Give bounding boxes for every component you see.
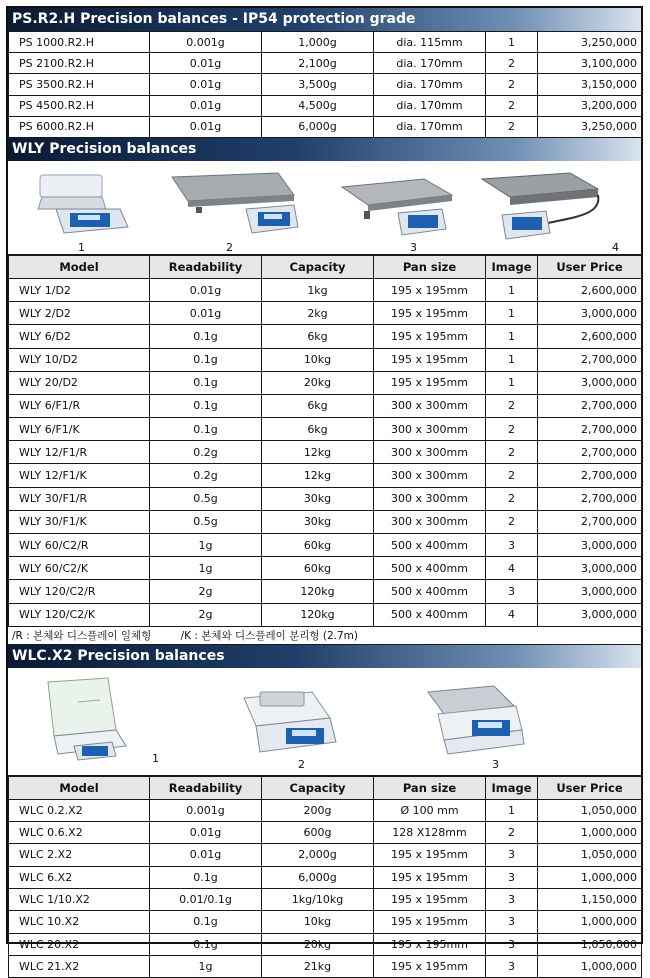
wly-cell-image: 2 [486,510,538,533]
wly-cell-pan-size: 300 x 300mm [374,464,486,487]
wly-cell-model: WLY 12/F1/K [9,464,150,487]
wlc-cell-user-price: 1,050,000 [538,844,642,866]
wlc-cell-image: 3 [486,866,538,888]
wly-cell-image: 4 [486,557,538,580]
ps-cell-pan-size: dia. 170mm [374,116,486,137]
wly-cell-capacity: 30kg [262,487,374,510]
wly-header-user-price: User Price [538,255,642,278]
wly-cell-readability: 0.1g [150,325,262,348]
wly-cell-readability: 0.5g [150,487,262,510]
wly-cell-readability: 0.1g [150,418,262,441]
ps-cell-capacity: 3,500g [262,74,374,95]
wlc-cell-user-price: 1,000,000 [538,955,642,977]
ps-cell-model: PS 3500.R2.H [9,74,150,95]
ps-cell-capacity: 6,000g [262,116,374,137]
wly-image-label-2: 2 [226,240,233,254]
wly-cell-user-price: 2,600,000 [538,325,642,348]
wly-cell-readability: 2g [150,580,262,603]
wly-cell-user-price: 3,000,000 [538,603,642,626]
ps-cell-image: 2 [486,116,538,137]
wly-cell-pan-size: 195 x 195mm [374,325,486,348]
table-row [9,911,642,933]
wly-cell-model: WLY 1/D2 [9,278,150,301]
wlc-section-title: WLC.X2 Precision balances [8,645,641,668]
wlc-balance-draft-shield-image [34,672,134,768]
wly-cell-capacity: 6kg [262,418,374,441]
wly-cell-pan-size: 500 x 400mm [374,580,486,603]
wlc-cell-model: WLC 21.X2 [9,955,150,977]
wly-image-strip [8,161,641,255]
wly-cell-readability: 0.2g [150,441,262,464]
wly-cell-user-price: 2,700,000 [538,441,642,464]
wly-balance-platform-image [166,165,306,245]
wlc-cell-image: 3 [486,955,538,977]
table-row [9,302,642,325]
wlc-cell-readability: 0.01g [150,844,262,866]
wly-cell-capacity: 10kg [262,348,374,371]
table-row [9,888,642,910]
wly-cell-image: 2 [486,464,538,487]
wly-cell-image: 4 [486,603,538,626]
table-row [9,603,642,626]
wly-cell-user-price: 3,000,000 [538,580,642,603]
wly-cell-user-price: 3,000,000 [538,534,642,557]
ps-cell-image: 2 [486,53,538,74]
ps-cell-readability: 0.01g [150,74,262,95]
ps-cell-readability: 0.01g [150,116,262,137]
wly-cell-model: WLY 10/D2 [9,348,150,371]
wlc-cell-capacity: 200g [262,799,374,821]
ps-cell-image: 2 [486,74,538,95]
wly-cell-capacity: 1kg [262,278,374,301]
wly-cell-pan-size: 195 x 195mm [374,278,486,301]
wly-cell-readability: 0.1g [150,371,262,394]
wly-cell-user-price: 3,000,000 [538,371,642,394]
wly-cell-readability: 0.2g [150,464,262,487]
wly-cell-user-price: 3,000,000 [538,557,642,580]
table-row [9,866,642,888]
wlc-cell-pan-size: Ø 100 mm [374,799,486,821]
wly-cell-model: WLY 30/F1/R [9,487,150,510]
table-row [9,394,642,417]
wly-note-k: /K : 본체와 디스플레이 분리형 (2.7m) [180,629,358,642]
ps-cell-image: 2 [486,95,538,116]
wly-header-pan-size: Pan size [374,255,486,278]
wlc-cell-model: WLC 0.6.X2 [9,822,150,844]
wlc-cell-user-price: 1,000,000 [538,822,642,844]
wly-cell-capacity: 2kg [262,302,374,325]
table-row [9,799,642,821]
wly-cell-user-price: 3,000,000 [538,302,642,325]
wly-cell-pan-size: 300 x 300mm [374,510,486,533]
wly-cell-capacity: 20kg [262,371,374,394]
wly-cell-model: WLY 120/C2/R [9,580,150,603]
wly-cell-user-price: 2,600,000 [538,278,642,301]
wly-cell-model: WLY 6/F1/R [9,394,150,417]
ps-cell-pan-size: dia. 170mm [374,53,486,74]
wly-header-image: Image [486,255,538,278]
table-row [9,933,642,955]
wly-cell-user-price: 2,700,000 [538,348,642,371]
wlc-cell-capacity: 2,000g [262,844,374,866]
wly-balance-compact-image [22,167,132,237]
wly-image-label-4: 4 [612,240,619,254]
wly-cell-pan-size: 500 x 400mm [374,534,486,557]
wlc-cell-image: 1 [486,799,538,821]
wlc-cell-image: 3 [486,888,538,910]
wlc-header-image: Image [486,776,538,799]
ps-cell-pan-size: dia. 170mm [374,95,486,116]
wlc-cell-user-price: 1,000,000 [538,866,642,888]
wlc-cell-capacity: 1kg/10kg [262,888,374,910]
wlc-cell-readability: 0.1g [150,933,262,955]
wlc-cell-model: WLC 6.X2 [9,866,150,888]
wlc-cell-readability: 0.1g [150,866,262,888]
wly-cell-pan-size: 195 x 195mm [374,302,486,325]
wly-cell-capacity: 6kg [262,394,374,417]
ps-cell-model: PS 4500.R2.H [9,95,150,116]
ps-cell-user-price: 3,200,000 [538,95,642,116]
wly-cell-model: WLY 20/D2 [9,371,150,394]
wlc-header-capacity: Capacity [262,776,374,799]
wly-cell-pan-size: 300 x 300mm [374,394,486,417]
wly-cell-image: 2 [486,487,538,510]
wly-balance-cabled-platform-image [478,165,608,247]
ps-cell-pan-size: dia. 170mm [374,74,486,95]
wlc-balance-square-pan-image [414,674,530,762]
wlc-cell-model: WLC 0.2.X2 [9,799,150,821]
wly-note-r: /R : 본체와 디스플레이 일체형 [12,629,152,642]
table-row [9,95,642,116]
wly-cell-user-price: 2,700,000 [538,418,642,441]
table-row [9,278,642,301]
table-row [9,487,642,510]
wly-cell-readability: 0.01g [150,302,262,325]
wlc-cell-readability: 0.01g [150,822,262,844]
wly-cell-user-price: 2,700,000 [538,510,642,533]
wlc-cell-capacity: 6,000g [262,866,374,888]
table-row [9,510,642,533]
table-row [9,371,642,394]
wly-cell-capacity: 12kg [262,441,374,464]
wlc-cell-pan-size: 195 x 195mm [374,933,486,955]
ps-cell-model: PS 1000.R2.H [9,32,150,53]
ps-cell-readability: 0.01g [150,95,262,116]
wly-cell-image: 1 [486,325,538,348]
wly-cell-readability: 0.1g [150,348,262,371]
wly-cell-pan-size: 300 x 300mm [374,441,486,464]
wlc-cell-readability: 0.01/0.1g [150,888,262,910]
wlc-cell-pan-size: 195 x 195mm [374,911,486,933]
wly-cell-capacity: 12kg [262,464,374,487]
wlc-cell-model: WLC 20.X2 [9,933,150,955]
ps-table [8,31,642,138]
wly-cell-model: WLY 6/D2 [9,325,150,348]
wlc-cell-model: WLC 1/10.X2 [9,888,150,910]
wlc-cell-readability: 0.1g [150,911,262,933]
wlc-cell-pan-size: 195 x 195mm [374,955,486,977]
table-row [9,74,642,95]
wlc-cell-image: 2 [486,822,538,844]
wlc-cell-image: 3 [486,933,538,955]
wlc-image-label-3: 3 [492,757,499,771]
wlc-cell-capacity: 21kg [262,955,374,977]
wlc-cell-readability: 1g [150,955,262,977]
wly-cell-image: 1 [486,302,538,325]
ps-cell-image: 1 [486,32,538,53]
wly-cell-pan-size: 300 x 300mm [374,418,486,441]
wly-cell-capacity: 60kg [262,557,374,580]
wly-cell-capacity: 120kg [262,580,374,603]
ps-cell-readability: 0.01g [150,53,262,74]
ps-section-title: PS.R2.H Precision balances - IP54 protection grade [8,8,641,31]
wlc-table [8,776,642,978]
wlc-cell-user-price: 1,050,000 [538,799,642,821]
ps-cell-user-price: 3,250,000 [538,32,642,53]
table-row [9,534,642,557]
wly-cell-model: WLY 2/D2 [9,302,150,325]
table-row [9,348,642,371]
wlc-cell-capacity: 10kg [262,911,374,933]
wly-balance-large-platform-image [338,169,458,245]
table-row [9,53,642,74]
ps-cell-user-price: 3,150,000 [538,74,642,95]
ps-cell-model: PS 2100.R2.H [9,53,150,74]
wly-cell-model: WLY 60/C2/K [9,557,150,580]
wly-image-label-1: 1 [78,240,85,254]
ps-cell-capacity: 1,000g [262,32,374,53]
wlc-header-model: Model [9,776,150,799]
wly-section-title: WLY Precision balances [8,138,641,161]
wlc-cell-capacity: 600g [262,822,374,844]
wly-image-label-3: 3 [410,240,417,254]
wlc-cell-model: WLC 10.X2 [9,911,150,933]
wlc-balance-compact-image [226,678,346,764]
wly-cell-readability: 0.5g [150,510,262,533]
wly-cell-image: 1 [486,348,538,371]
table-row [9,441,642,464]
wly-table [8,255,642,627]
table-row [9,955,642,977]
wly-cell-pan-size: 195 x 195mm [374,371,486,394]
ps-cell-capacity: 2,100g [262,53,374,74]
table-row [9,822,642,844]
wlc-cell-pan-size: 195 x 195mm [374,844,486,866]
table-row [9,325,642,348]
wly-header-capacity: Capacity [262,255,374,278]
wly-cell-model: WLY 120/C2/K [9,603,150,626]
wlc-cell-pan-size: 195 x 195mm [374,866,486,888]
wlc-cell-model: WLC 2.X2 [9,844,150,866]
wlc-cell-readability: 0.001g [150,799,262,821]
wly-header-readability: Readability [150,255,262,278]
wly-cell-image: 1 [486,371,538,394]
wly-cell-image: 3 [486,580,538,603]
price-list-document [6,6,643,973]
wlc-cell-image: 3 [486,844,538,866]
wly-cell-readability: 0.01g [150,278,262,301]
wly-cell-pan-size: 300 x 300mm [374,487,486,510]
wlc-cell-user-price: 1,150,000 [538,888,642,910]
wlc-image-strip [8,668,641,776]
wly-cell-capacity: 6kg [262,325,374,348]
wly-cell-readability: 1g [150,534,262,557]
wly-cell-user-price: 2,700,000 [538,487,642,510]
wly-cell-pan-size: 500 x 400mm [374,557,486,580]
wly-footnote [8,627,641,645]
wly-cell-capacity: 60kg [262,534,374,557]
wly-cell-model: WLY 12/F1/R [9,441,150,464]
table-row [9,116,642,137]
wlc-image-label-1: 1 [152,751,159,765]
ps-cell-capacity: 4,500g [262,95,374,116]
wlc-header-pan-size: Pan size [374,776,486,799]
wlc-cell-user-price: 1,000,000 [538,911,642,933]
wlc-cell-user-price: 1,050,000 [538,933,642,955]
table-row [9,557,642,580]
wly-cell-image: 1 [486,278,538,301]
table-row [9,844,642,866]
wly-cell-pan-size: 500 x 400mm [374,603,486,626]
wly-cell-image: 2 [486,394,538,417]
wly-header-model: Model [9,255,150,278]
wly-cell-image: 2 [486,418,538,441]
wly-cell-pan-size: 195 x 195mm [374,348,486,371]
wlc-image-label-2: 2 [298,757,305,771]
wly-cell-user-price: 2,700,000 [538,464,642,487]
wly-cell-image: 2 [486,441,538,464]
wlc-cell-pan-size: 128 X128mm [374,822,486,844]
wly-cell-model: WLY 30/F1/K [9,510,150,533]
wly-cell-model: WLY 60/C2/R [9,534,150,557]
wlc-cell-pan-size: 195 x 195mm [374,888,486,910]
ps-cell-user-price: 3,100,000 [538,53,642,74]
table-row [9,32,642,53]
table-row [9,464,642,487]
wly-cell-model: WLY 6/F1/K [9,418,150,441]
ps-cell-readability: 0.001g [150,32,262,53]
wlc-cell-image: 3 [486,911,538,933]
wlc-header-user-price: User Price [538,776,642,799]
wlc-header-readability: Readability [150,776,262,799]
wly-cell-capacity: 30kg [262,510,374,533]
ps-cell-model: PS 6000.R2.H [9,116,150,137]
wlc-cell-capacity: 20kg [262,933,374,955]
wly-cell-readability: 1g [150,557,262,580]
table-row [9,580,642,603]
wly-cell-user-price: 2,700,000 [538,394,642,417]
wly-cell-readability: 0.1g [150,394,262,417]
ps-cell-pan-size: dia. 115mm [374,32,486,53]
wly-cell-readability: 2g [150,603,262,626]
wly-cell-capacity: 120kg [262,603,374,626]
table-row [9,418,642,441]
wly-cell-image: 3 [486,534,538,557]
ps-cell-user-price: 3,250,000 [538,116,642,137]
